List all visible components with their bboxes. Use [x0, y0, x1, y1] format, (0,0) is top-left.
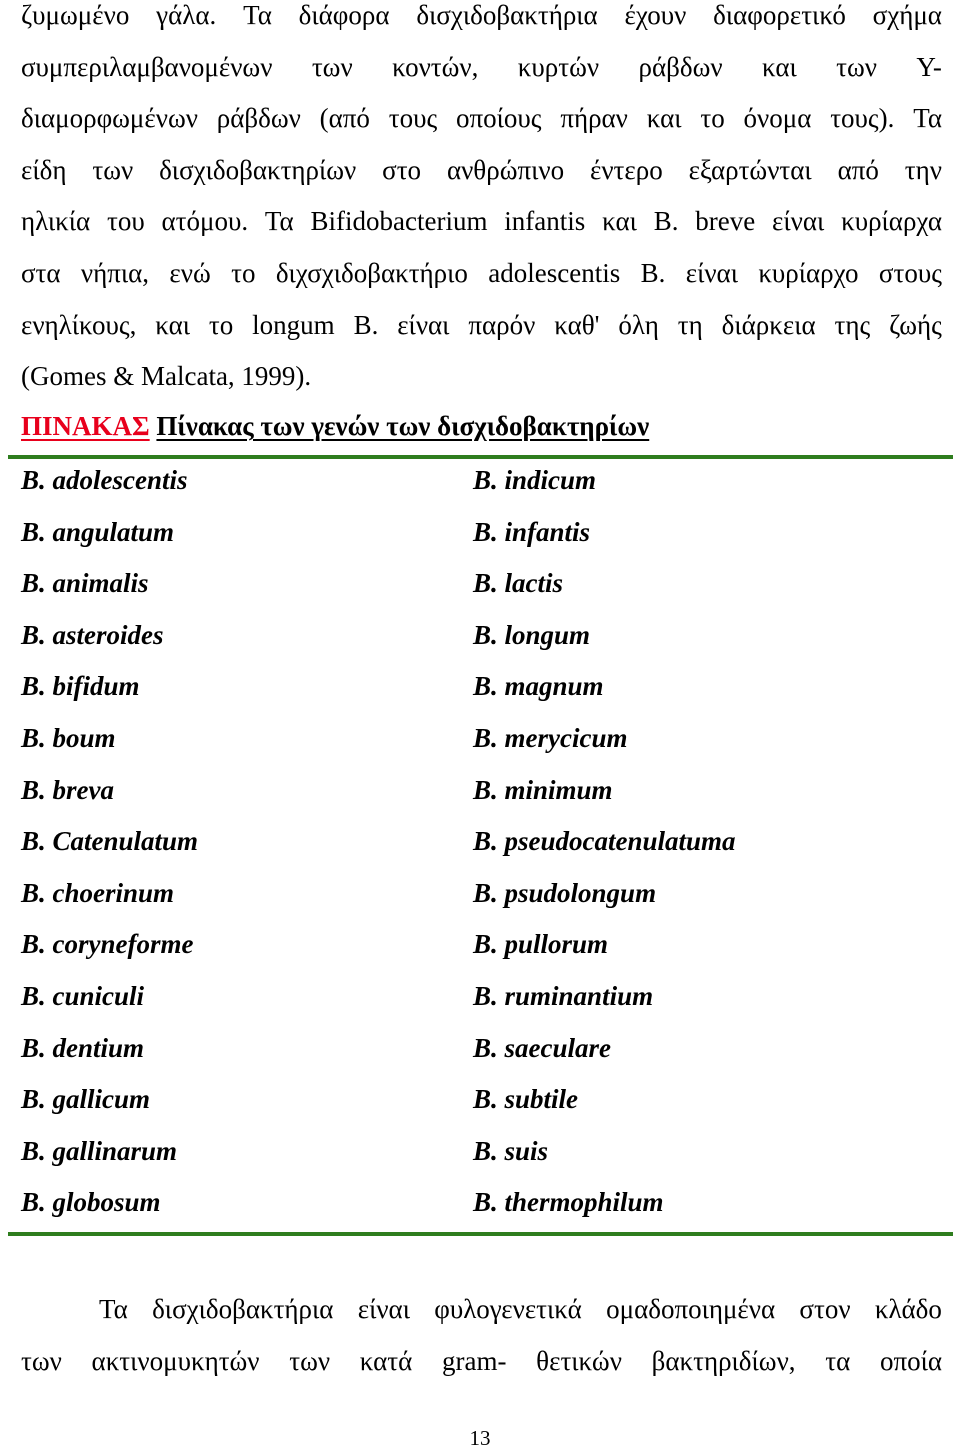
species-item: B. ruminantium [473, 980, 654, 1011]
species-item: B. saeculare [473, 1032, 611, 1063]
paragraph-line: ενηλίκους, και το longum B. είναι παρόν καθ' όλη τη διάρκεια της ζωής [21, 309, 942, 340]
species-item: B. pseudocatenulatuma [473, 826, 736, 857]
species-item: B. breva [21, 774, 114, 805]
species-item: B. indicum [473, 465, 597, 495]
species-column-right [473, 456, 736, 1230]
species-item: B. choerinum [21, 877, 175, 908]
paragraph-line: ηλικία του ατόμου. Τα Bifidobacterium infantis και B. breve είναι κυρίαρχα [21, 206, 942, 237]
species-item: B. magnum [473, 671, 604, 702]
species-item: B. minimum [473, 774, 613, 805]
species-item: B. subtile [473, 1084, 579, 1115]
species-column-left [21, 456, 198, 1230]
species-item: B. boum [21, 722, 116, 753]
species-item: B. globosum [21, 1187, 161, 1218]
species-item: B. cuniculi [21, 980, 145, 1011]
page-number: 13 [469, 1426, 491, 1450]
table-label: ΠΙΝΑΚΑΣ [21, 411, 150, 441]
paragraph-line: ζυμωμένο γάλα. Τα διάφορα δισχιδοβακτήρια έχουν διαφορετικό σχήμα [21, 0, 942, 30]
species-item: B. Catenulatum [21, 826, 199, 857]
species-item: B. psudolongum [473, 877, 657, 908]
species-item: B. asteroides [21, 619, 164, 650]
paragraph-line: (Gomes & Malcata, 1999). [21, 361, 312, 392]
species-item: B. animalis [21, 568, 149, 599]
species-item: B. longum [473, 619, 591, 650]
species-item: B. infantis [473, 516, 591, 547]
table-bottom-rule [8, 1232, 953, 1236]
species-item: B. coryneforme [21, 929, 194, 960]
species-item: B. gallinarum [21, 1135, 178, 1166]
species-item: B. pullorum [473, 929, 609, 960]
paragraph-line: των ακτινομυκητών των κατά gram- θετικών βακτηριδίων, τα οποία [21, 1345, 942, 1376]
table-caption: Πίνακας των γενών των δισχιδοβακτηρίων [156, 411, 650, 441]
species-item: B. adolescentis [21, 465, 188, 495]
species-item: B. bifidum [21, 671, 140, 702]
table-title [21, 402, 649, 450]
species-item: B. lactis [473, 568, 564, 599]
paragraph-phylogeny [21, 1284, 942, 1387]
species-item: B. thermophilum [473, 1187, 664, 1218]
species-item: B. angulatum [21, 516, 175, 547]
paragraph-line: συμπεριλαμβανομένων των κοντών, κυρτών ράβδων και των Υ- [21, 51, 942, 82]
paragraph-line: στα νήπια, ενώ το διχσχιδοβακτήριο adolescentis B. είναι κυρίαρχο στους [21, 257, 942, 288]
species-item: B. merycicum [473, 722, 628, 753]
paragraph-line: Τα δισχιδοβακτήρια είναι φυλογενετικά ομαδοποιημένα στον κλάδο [99, 1294, 942, 1324]
paragraph-line: είδη των δισχιδοβακτηρίων στο ανθρώπινο έντερο εξαρτώνται από την [21, 154, 942, 185]
species-item: B. dentium [21, 1032, 145, 1063]
paragraph-intro [21, 0, 942, 403]
species-item: B. suis [473, 1135, 549, 1166]
paragraph-line: διαμορφωμένων ράβδων (από τους οποίους πήραν και το όνομα τους). Τα [21, 103, 942, 134]
species-item: B. gallicum [21, 1084, 151, 1115]
